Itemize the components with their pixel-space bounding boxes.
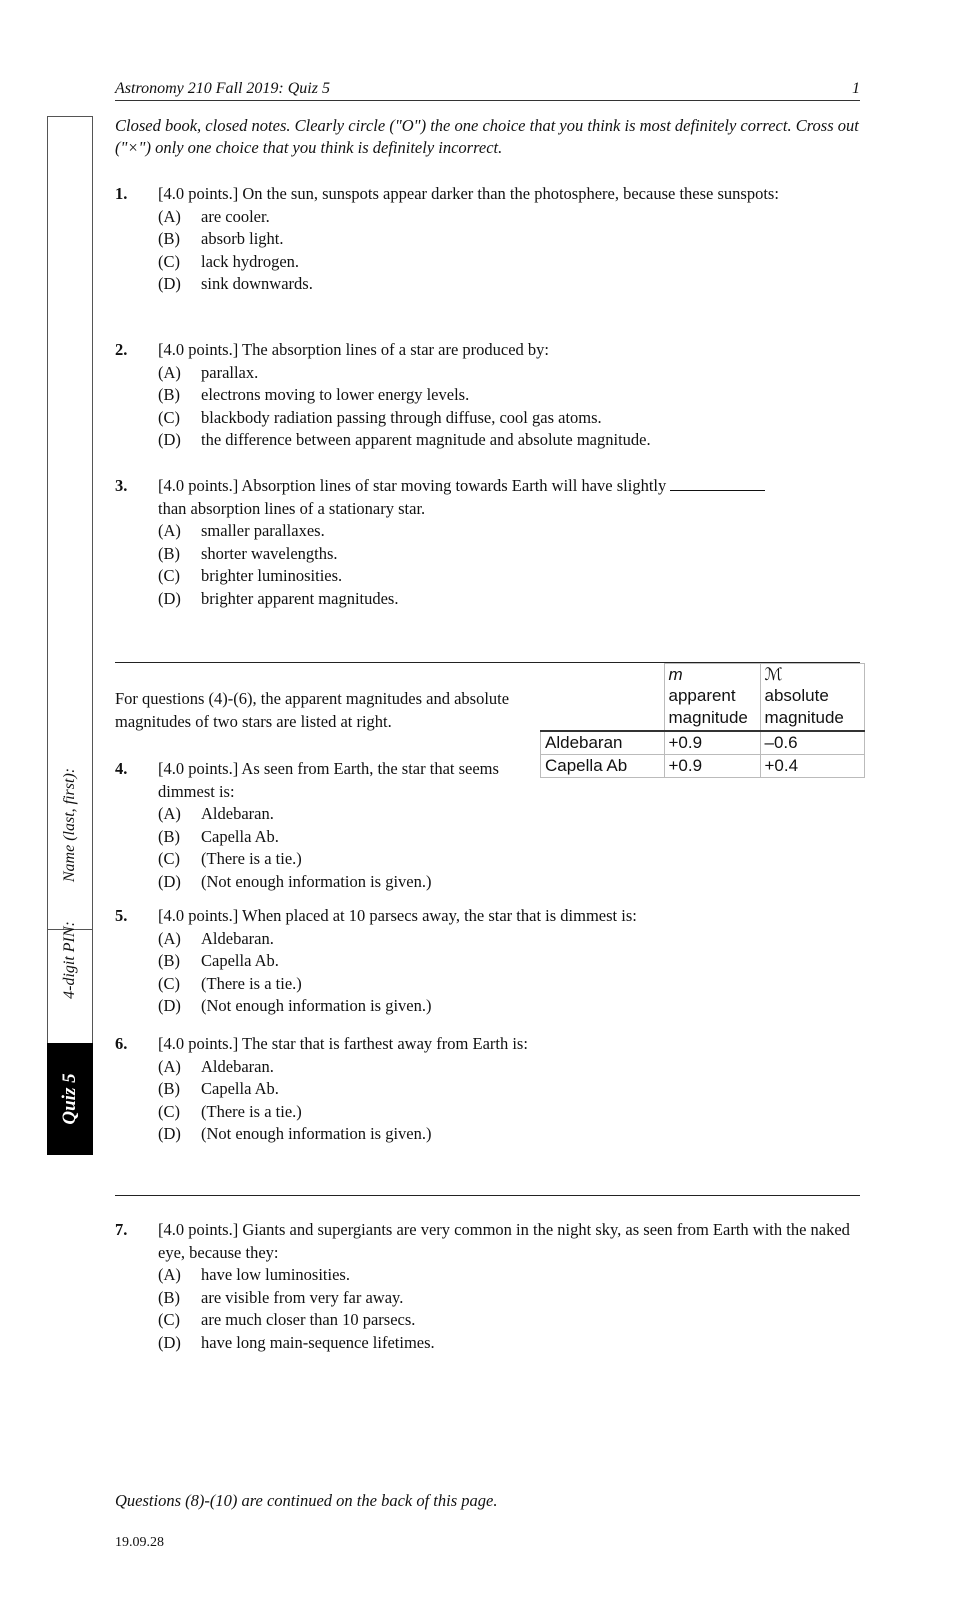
question-5: [115, 905, 860, 1018]
question-stem: [4.0 points.] As seen from Earth, the star that seems dimmest is:: [158, 759, 499, 801]
question-stem: [4.0 points.] On the sun, sunspots appear darker than the photosphere, because these sunspots:: [158, 184, 779, 203]
option-c[interactable]: (C) (There is a tie.): [158, 1101, 302, 1121]
question-3: [115, 475, 860, 610]
apparent-magnitude: +0.9: [664, 731, 760, 755]
option-d[interactable]: (D) brighter apparent magnitudes.: [158, 588, 399, 608]
option-a[interactable]: (A) Aldebaran.: [158, 928, 274, 948]
option-d[interactable]: (D) sink downwards.: [158, 274, 313, 293]
question-number: 4.: [115, 759, 128, 778]
option-d[interactable]: (D) (Not enough information is given.): [158, 871, 432, 891]
option-c[interactable]: (C) lack hydrogen.: [158, 251, 300, 271]
quiz-badge: [47, 1043, 93, 1155]
absolute-magnitude: +0.4: [760, 755, 864, 778]
apparent-magnitude-header: m apparent magnitude: [664, 664, 760, 732]
absolute-magnitude: –0.6: [760, 731, 864, 755]
option-a[interactable]: (A) are cooler.: [158, 206, 270, 226]
table-intro: For questions (4)-(6), the apparent magnitudes and absolute magnitudes of two stars are listed at right.: [115, 689, 510, 731]
option-b[interactable]: (B) shorter wavelengths.: [158, 543, 338, 563]
option-c[interactable]: (C) (There is a tie.): [158, 849, 302, 868]
question-number: 5.: [115, 906, 128, 925]
instructions: Closed book, closed notes. Clearly circle ("O") the one choice that you think is most definitely correct. Cross out ("×") only one choice that you think is definitely incorrect.: [115, 116, 859, 157]
apparent-magnitude: +0.9: [664, 755, 760, 778]
option-a[interactable]: (A) Aldebaran.: [158, 804, 274, 823]
option-c[interactable]: (C) are much closer than 10 parsecs.: [158, 1310, 416, 1329]
question-2: [115, 339, 860, 452]
question-7: [115, 1219, 860, 1354]
absolute-magnitude-header: ℳ absolute magnitude: [760, 664, 864, 732]
question-stem: [4.0 points.] The star that is farthest away from Earth is:: [158, 1034, 528, 1053]
option-a[interactable]: (A) smaller parallaxes.: [158, 521, 325, 540]
option-c[interactable]: (C) brighter luminosities.: [158, 566, 343, 585]
course-title: Astronomy 210 Fall 2019: Quiz 5: [115, 80, 330, 97]
question-number: 1.: [115, 184, 128, 203]
question-number: 2.: [115, 340, 128, 359]
answer-blank: [670, 476, 765, 491]
magnitude-table: [540, 663, 865, 778]
page-number: 1: [852, 80, 860, 97]
question-1: [115, 183, 860, 296]
option-d[interactable]: (D) have long main-sequence lifetimes.: [158, 1332, 435, 1352]
option-a[interactable]: (A) Aldebaran.: [158, 1056, 274, 1076]
question-4: [115, 758, 525, 893]
option-c[interactable]: (C) (There is a tie.): [158, 973, 302, 993]
pin-label: 4-digit PIN:: [61, 921, 78, 999]
option-b[interactable]: (B) Capella Ab.: [158, 951, 279, 970]
option-a[interactable]: (A) have low luminosities.: [158, 1265, 350, 1284]
question-stem: [4.0 points.] Absorption lines of star moving towards Earth will have slightly than absorption lines of a stationary star.: [158, 475, 860, 520]
option-c[interactable]: (C) blackbody radiation passing through diffuse, cool gas atoms.: [158, 407, 602, 427]
option-d[interactable]: (D) (Not enough information is given.): [158, 1124, 432, 1143]
table-row: [541, 755, 865, 778]
option-b[interactable]: (B) absorb light.: [158, 229, 284, 248]
question-number: 3.: [115, 476, 128, 495]
option-b[interactable]: (B) electrons moving to lower energy levels.: [158, 385, 470, 404]
question-number: 7.: [115, 1220, 128, 1239]
question-stem: [4.0 points.] The absorption lines of a star are produced by:: [158, 340, 550, 359]
table-row: [541, 731, 865, 755]
quiz-badge-label: Quiz 5: [59, 1073, 80, 1125]
date-stamp: 19.09.28: [115, 1535, 164, 1550]
name-strip: [47, 116, 93, 1155]
question-stem: [4.0 points.] When placed at 10 parsecs away, the star that is dimmest is:: [158, 906, 637, 925]
question-6: [115, 1033, 860, 1146]
section-divider: [115, 1195, 860, 1196]
option-b[interactable]: (B) Capella Ab.: [158, 826, 279, 846]
question-number: 6.: [115, 1034, 128, 1053]
option-d[interactable]: (D) the difference between apparent magnitude and absolute magnitude.: [158, 430, 651, 449]
table-corner: [541, 664, 665, 732]
option-d[interactable]: (D) (Not enough information is given.): [158, 996, 432, 1015]
name-label: Name (last, first):: [61, 767, 78, 883]
continued-note: Questions (8)-(10) are continued on the back of this page.: [115, 1491, 498, 1510]
page-header: [115, 80, 860, 101]
option-b[interactable]: (B) Capella Ab.: [158, 1079, 279, 1098]
option-a[interactable]: (A) parallax.: [158, 362, 259, 382]
star-name: Capella Ab: [541, 755, 665, 778]
option-b[interactable]: (B) are visible from very far away.: [158, 1287, 404, 1307]
question-stem: [4.0 points.] Giants and supergiants are very common in the night sky, as seen from Earth with the naked eye, because they:: [158, 1220, 850, 1262]
star-name: Aldebaran: [541, 731, 665, 755]
